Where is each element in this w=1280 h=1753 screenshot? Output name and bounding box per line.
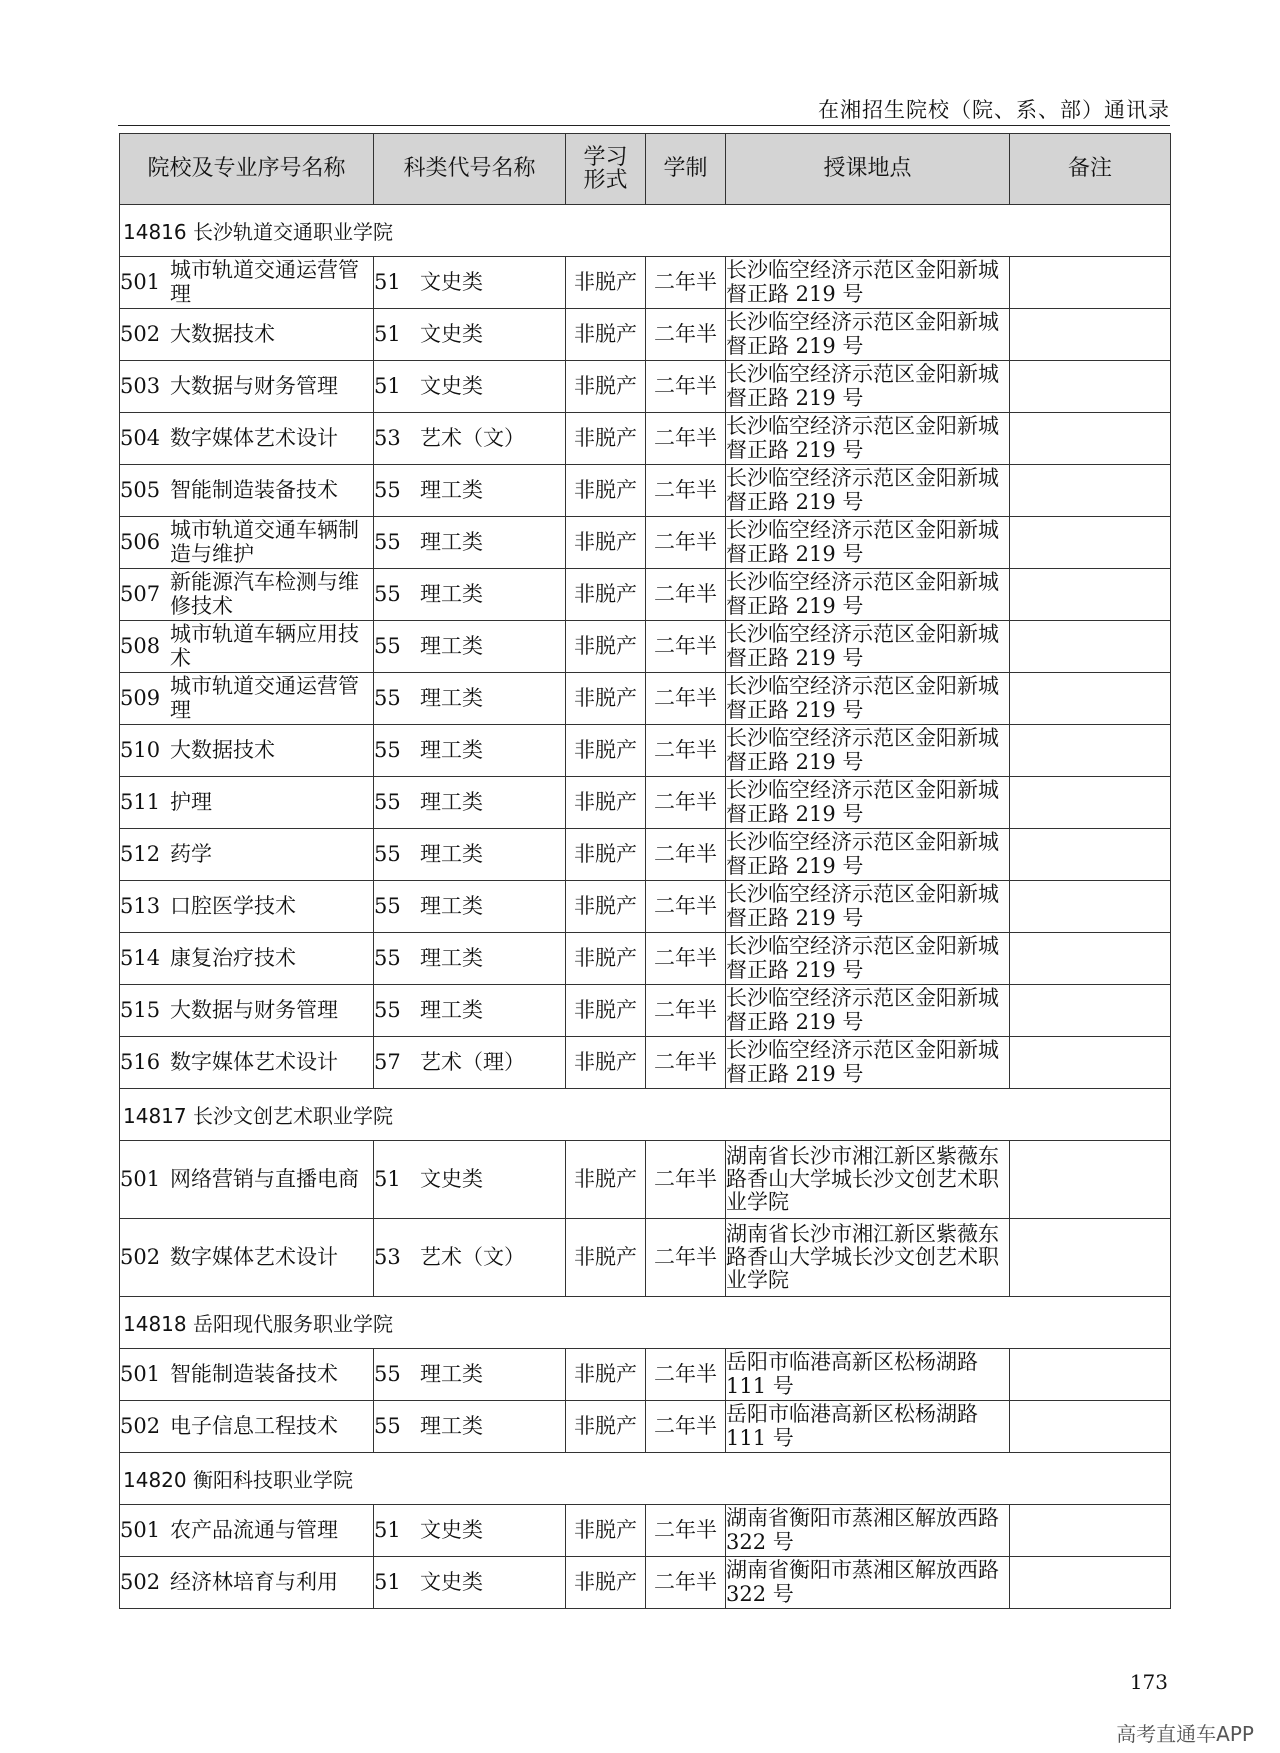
category-name: 文史类 xyxy=(420,321,483,346)
location-cell: 岳阳市临港高新区松杨湖路111 号 xyxy=(726,1401,1010,1453)
study-form-cell: 非脱产 xyxy=(566,1557,646,1609)
institution-heading: 14817 长沙文创艺术职业学院 xyxy=(120,1089,1171,1141)
category-name: 理工类 xyxy=(420,581,483,606)
major-name: 口腔医学技术 xyxy=(170,893,296,918)
major-code: 509 xyxy=(120,685,161,710)
note-cell xyxy=(1010,1037,1171,1089)
table-row xyxy=(120,309,1171,361)
note-cell xyxy=(1010,1349,1171,1401)
major-cell xyxy=(120,933,374,985)
table-row xyxy=(120,1219,1171,1297)
category-name: 理工类 xyxy=(420,529,483,554)
location-cell: 长沙临空经济示范区金阳新城督正路 219 号 xyxy=(726,673,1010,725)
note-cell xyxy=(1010,1505,1171,1557)
watermark: 高考直通车APP xyxy=(1116,1722,1254,1746)
major-cell xyxy=(120,725,374,777)
category-name: 文史类 xyxy=(420,373,483,398)
institution-heading: 14820 衡阳科技职业学院 xyxy=(120,1453,1171,1505)
table-row xyxy=(120,413,1171,465)
category-cell xyxy=(374,1557,566,1609)
location-cell: 长沙临空经济示范区金阳新城督正路 219 号 xyxy=(726,829,1010,881)
major-name: 康复治疗技术 xyxy=(170,945,296,970)
category-cell xyxy=(374,881,566,933)
table-row xyxy=(120,1505,1171,1557)
major-cell xyxy=(120,1219,374,1297)
major-name: 城市轨道车辆应用技术 xyxy=(170,622,359,670)
category-cell xyxy=(374,1037,566,1089)
major-name: 大数据与财务管理 xyxy=(170,997,338,1022)
category-name: 理工类 xyxy=(420,633,483,658)
table-row xyxy=(120,725,1171,777)
major-cell xyxy=(120,985,374,1037)
major-name: 数字媒体艺术设计 xyxy=(170,1244,338,1269)
major-code: 510 xyxy=(120,737,161,762)
category-cell xyxy=(374,309,566,361)
major-code: 512 xyxy=(120,841,161,866)
duration-cell: 二年半 xyxy=(646,881,726,933)
category-name: 理工类 xyxy=(420,893,483,918)
location-cell: 湖南省衡阳市蒸湘区解放西路 322 号 xyxy=(726,1505,1010,1557)
category-cell xyxy=(374,985,566,1037)
category-name: 艺术（理） xyxy=(420,1049,525,1074)
study-form-cell: 非脱产 xyxy=(566,361,646,413)
category-name: 理工类 xyxy=(420,477,483,502)
note-cell xyxy=(1010,517,1171,569)
study-form-cell: 非脱产 xyxy=(566,985,646,1037)
category-code: 51 xyxy=(374,1166,401,1191)
study-form-cell: 非脱产 xyxy=(566,829,646,881)
location-cell: 长沙临空经济示范区金阳新城督正路 219 号 xyxy=(726,257,1010,309)
duration-cell: 二年半 xyxy=(646,413,726,465)
study-form-cell: 非脱产 xyxy=(566,1141,646,1219)
major-cell xyxy=(120,1505,374,1557)
study-form-cell: 非脱产 xyxy=(566,777,646,829)
location-cell: 长沙临空经济示范区金阳新城督正路 219 号 xyxy=(726,517,1010,569)
major-name: 大数据技术 xyxy=(170,737,275,762)
note-cell xyxy=(1010,1219,1171,1297)
category-code: 55 xyxy=(374,581,401,606)
major-cell xyxy=(120,1037,374,1089)
duration-cell: 二年半 xyxy=(646,569,726,621)
study-form-cell: 非脱产 xyxy=(566,1401,646,1453)
note-cell xyxy=(1010,985,1171,1037)
category-code: 55 xyxy=(374,945,401,970)
major-code: 502 xyxy=(120,1244,161,1269)
location-cell: 长沙临空经济示范区金阳新城督正路 219 号 xyxy=(726,933,1010,985)
study-form-cell: 非脱产 xyxy=(566,413,646,465)
institution-heading: 14818 岳阳现代服务职业学院 xyxy=(120,1297,1171,1349)
major-name: 大数据与财务管理 xyxy=(170,373,338,398)
running-header: 在湘招生院校（院、系、部）通讯录 xyxy=(818,98,1170,122)
major-name: 药学 xyxy=(170,841,212,866)
major-cell xyxy=(120,881,374,933)
category-cell xyxy=(374,777,566,829)
major-name: 城市轨道交通车辆制造与维护 xyxy=(170,518,359,566)
duration-cell: 二年半 xyxy=(646,1505,726,1557)
major-cell xyxy=(120,1557,374,1609)
table-row xyxy=(120,881,1171,933)
category-cell xyxy=(374,517,566,569)
study-form-cell: 非脱产 xyxy=(566,1219,646,1297)
duration-cell: 二年半 xyxy=(646,777,726,829)
note-cell xyxy=(1010,1141,1171,1219)
duration-cell: 二年半 xyxy=(646,1401,726,1453)
location-cell: 长沙临空经济示范区金阳新城督正路 219 号 xyxy=(726,413,1010,465)
category-cell xyxy=(374,257,566,309)
major-name: 农产品流通与管理 xyxy=(170,1517,338,1542)
table-row xyxy=(120,1141,1171,1219)
col-header-school-major: 院校及专业序号名称 xyxy=(120,134,374,205)
category-code: 55 xyxy=(374,1361,401,1386)
duration-cell: 二年半 xyxy=(646,933,726,985)
duration-cell: 二年半 xyxy=(646,985,726,1037)
major-name: 城市轨道交通运营管理 xyxy=(170,258,359,306)
study-form-cell: 非脱产 xyxy=(566,673,646,725)
major-code: 505 xyxy=(120,477,161,502)
category-code: 55 xyxy=(374,1413,401,1438)
major-cell xyxy=(120,621,374,673)
study-form-cell: 非脱产 xyxy=(566,569,646,621)
duration-cell: 二年半 xyxy=(646,309,726,361)
note-cell xyxy=(1010,569,1171,621)
major-code: 502 xyxy=(120,1569,161,1594)
study-form-cell: 非脱产 xyxy=(566,1349,646,1401)
category-name: 艺术（文） xyxy=(420,425,525,450)
study-form-cell: 非脱产 xyxy=(566,309,646,361)
duration-cell: 二年半 xyxy=(646,621,726,673)
category-name: 理工类 xyxy=(420,1361,483,1386)
institution-heading-row xyxy=(120,1297,1171,1349)
institution-heading: 14816 长沙轨道交通职业学院 xyxy=(120,205,1171,257)
duration-cell: 二年半 xyxy=(646,517,726,569)
location-cell: 长沙临空经济示范区金阳新城督正路 219 号 xyxy=(726,881,1010,933)
category-cell xyxy=(374,933,566,985)
note-cell xyxy=(1010,309,1171,361)
col-header-note: 备注 xyxy=(1010,134,1171,205)
col-header-study-form xyxy=(566,134,646,205)
category-code: 51 xyxy=(374,373,401,398)
major-cell xyxy=(120,413,374,465)
study-form-cell: 非脱产 xyxy=(566,1505,646,1557)
category-name: 理工类 xyxy=(420,737,483,762)
location-cell: 长沙临空经济示范区金阳新城督正路 219 号 xyxy=(726,1037,1010,1089)
note-cell xyxy=(1010,1557,1171,1609)
location-cell: 长沙临空经济示范区金阳新城督正路 219 号 xyxy=(726,621,1010,673)
major-name: 护理 xyxy=(170,789,212,814)
category-name: 理工类 xyxy=(420,997,483,1022)
note-cell xyxy=(1010,361,1171,413)
location-cell: 湖南省长沙市湘江新区紫薇东路香山大学城长沙文创艺术职业学院 xyxy=(726,1141,1010,1219)
category-cell xyxy=(374,465,566,517)
category-cell xyxy=(374,1505,566,1557)
table-row xyxy=(120,829,1171,881)
table-row xyxy=(120,569,1171,621)
duration-cell: 二年半 xyxy=(646,257,726,309)
table-row xyxy=(120,777,1171,829)
study-form-cell: 非脱产 xyxy=(566,881,646,933)
note-cell xyxy=(1010,673,1171,725)
category-name: 文史类 xyxy=(420,1569,483,1594)
col-header-category: 科类代号名称 xyxy=(374,134,566,205)
note-cell xyxy=(1010,1401,1171,1453)
location-cell: 长沙临空经济示范区金阳新城督正路 219 号 xyxy=(726,569,1010,621)
table-row xyxy=(120,517,1171,569)
note-cell xyxy=(1010,777,1171,829)
study-form-cell: 非脱产 xyxy=(566,1037,646,1089)
note-cell xyxy=(1010,933,1171,985)
major-code: 502 xyxy=(120,1413,161,1438)
major-code: 513 xyxy=(120,893,161,918)
major-code: 501 xyxy=(120,1361,161,1386)
location-cell: 湖南省衡阳市蒸湘区解放西路 322 号 xyxy=(726,1557,1010,1609)
table-row xyxy=(120,257,1171,309)
category-cell xyxy=(374,361,566,413)
major-code: 506 xyxy=(120,529,161,554)
duration-cell: 二年半 xyxy=(646,361,726,413)
study-form-cell: 非脱产 xyxy=(566,725,646,777)
institution-heading-row xyxy=(120,205,1171,257)
category-name: 文史类 xyxy=(420,1166,483,1191)
major-code: 501 xyxy=(120,1166,161,1191)
category-code: 55 xyxy=(374,789,401,814)
page-number: 173 xyxy=(1129,1670,1168,1694)
category-cell xyxy=(374,725,566,777)
note-cell xyxy=(1010,413,1171,465)
category-code: 55 xyxy=(374,997,401,1022)
category-code: 51 xyxy=(374,1569,401,1594)
table-row xyxy=(120,621,1171,673)
category-code: 51 xyxy=(374,269,401,294)
note-cell xyxy=(1010,257,1171,309)
location-cell: 长沙临空经济示范区金阳新城督正路 219 号 xyxy=(726,725,1010,777)
col-header-duration: 学制 xyxy=(646,134,726,205)
note-cell xyxy=(1010,621,1171,673)
major-name: 网络营销与直播电商 xyxy=(170,1166,359,1191)
major-name: 智能制造装备技术 xyxy=(170,1361,338,1386)
major-name: 智能制造装备技术 xyxy=(170,477,338,502)
category-cell xyxy=(374,1401,566,1453)
major-cell xyxy=(120,1349,374,1401)
major-name: 电子信息工程技术 xyxy=(170,1413,338,1438)
category-cell xyxy=(374,1141,566,1219)
major-code: 501 xyxy=(120,269,161,294)
study-form-cell: 非脱产 xyxy=(566,621,646,673)
major-code: 516 xyxy=(120,1049,161,1074)
major-code: 511 xyxy=(120,789,161,814)
category-name: 理工类 xyxy=(420,789,483,814)
category-code: 55 xyxy=(374,737,401,762)
table-row xyxy=(120,1401,1171,1453)
major-code: 508 xyxy=(120,633,161,658)
category-name: 文史类 xyxy=(420,1517,483,1542)
category-cell xyxy=(374,673,566,725)
table-row xyxy=(120,1037,1171,1089)
category-name: 理工类 xyxy=(420,685,483,710)
major-cell xyxy=(120,673,374,725)
major-name: 经济林培育与利用 xyxy=(170,1569,338,1594)
location-cell: 长沙临空经济示范区金阳新城督正路 219 号 xyxy=(726,985,1010,1037)
duration-cell: 二年半 xyxy=(646,465,726,517)
major-cell xyxy=(120,569,374,621)
major-cell xyxy=(120,1141,374,1219)
major-cell xyxy=(120,309,374,361)
category-code: 55 xyxy=(374,633,401,658)
location-cell: 长沙临空经济示范区金阳新城督正路 219 号 xyxy=(726,465,1010,517)
note-cell xyxy=(1010,881,1171,933)
major-code: 501 xyxy=(120,1517,161,1542)
admissions-table xyxy=(119,133,1171,1609)
major-cell xyxy=(120,777,374,829)
category-code: 51 xyxy=(374,1517,401,1542)
category-cell xyxy=(374,621,566,673)
major-code: 515 xyxy=(120,997,161,1022)
category-cell xyxy=(374,1219,566,1297)
major-code: 502 xyxy=(120,321,161,346)
study-form-cell: 非脱产 xyxy=(566,517,646,569)
duration-cell: 二年半 xyxy=(646,1141,726,1219)
category-code: 55 xyxy=(374,893,401,918)
major-cell xyxy=(120,465,374,517)
category-code: 55 xyxy=(374,477,401,502)
location-cell: 湖南省长沙市湘江新区紫薇东路香山大学城长沙文创艺术职业学院 xyxy=(726,1219,1010,1297)
major-code: 507 xyxy=(120,581,161,606)
category-name: 理工类 xyxy=(420,841,483,866)
study-form-cell: 非脱产 xyxy=(566,257,646,309)
category-cell xyxy=(374,569,566,621)
table-row xyxy=(120,465,1171,517)
institution-heading-row xyxy=(120,1089,1171,1141)
major-name: 城市轨道交通运营管理 xyxy=(170,674,359,722)
major-code: 503 xyxy=(120,373,161,398)
location-cell: 岳阳市临港高新区松杨湖路111 号 xyxy=(726,1349,1010,1401)
category-code: 57 xyxy=(374,1049,401,1074)
duration-cell: 二年半 xyxy=(646,1349,726,1401)
note-cell xyxy=(1010,829,1171,881)
location-cell: 长沙临空经济示范区金阳新城督正路 219 号 xyxy=(726,361,1010,413)
major-code: 504 xyxy=(120,425,161,450)
category-cell xyxy=(374,413,566,465)
major-name: 数字媒体艺术设计 xyxy=(170,1049,338,1074)
table-row xyxy=(120,1557,1171,1609)
category-code: 55 xyxy=(374,529,401,554)
category-code: 55 xyxy=(374,685,401,710)
category-code: 53 xyxy=(374,425,401,450)
duration-cell: 二年半 xyxy=(646,1557,726,1609)
major-cell xyxy=(120,829,374,881)
note-cell xyxy=(1010,465,1171,517)
category-code: 51 xyxy=(374,321,401,346)
major-cell xyxy=(120,257,374,309)
duration-cell: 二年半 xyxy=(646,1037,726,1089)
category-cell xyxy=(374,829,566,881)
table-row xyxy=(120,673,1171,725)
major-cell xyxy=(120,1401,374,1453)
major-name: 大数据技术 xyxy=(170,321,275,346)
duration-cell: 二年半 xyxy=(646,1219,726,1297)
location-cell: 长沙临空经济示范区金阳新城督正路 219 号 xyxy=(726,309,1010,361)
col-header-study-form-label: 学习 形式 xyxy=(583,144,628,193)
table-row xyxy=(120,985,1171,1037)
major-name: 新能源汽车检测与维修技术 xyxy=(170,570,359,618)
category-name: 理工类 xyxy=(420,945,483,970)
major-cell xyxy=(120,361,374,413)
duration-cell: 二年半 xyxy=(646,829,726,881)
study-form-cell: 非脱产 xyxy=(566,465,646,517)
category-name: 艺术（文） xyxy=(420,1244,525,1269)
table-row xyxy=(120,933,1171,985)
category-cell xyxy=(374,1349,566,1401)
note-cell xyxy=(1010,725,1171,777)
duration-cell: 二年半 xyxy=(646,725,726,777)
category-code: 55 xyxy=(374,841,401,866)
category-code: 53 xyxy=(374,1244,401,1269)
category-name: 理工类 xyxy=(420,1413,483,1438)
major-name: 数字媒体艺术设计 xyxy=(170,425,338,450)
duration-cell: 二年半 xyxy=(646,673,726,725)
header-rule xyxy=(118,125,1170,126)
category-name: 文史类 xyxy=(420,269,483,294)
table-header-row xyxy=(120,134,1171,205)
institution-heading-row xyxy=(120,1453,1171,1505)
study-form-cell: 非脱产 xyxy=(566,933,646,985)
location-cell: 长沙临空经济示范区金阳新城督正路 219 号 xyxy=(726,777,1010,829)
col-header-location: 授课地点 xyxy=(726,134,1010,205)
major-code: 514 xyxy=(120,945,161,970)
major-cell xyxy=(120,517,374,569)
table-row xyxy=(120,361,1171,413)
table-row xyxy=(120,1349,1171,1401)
